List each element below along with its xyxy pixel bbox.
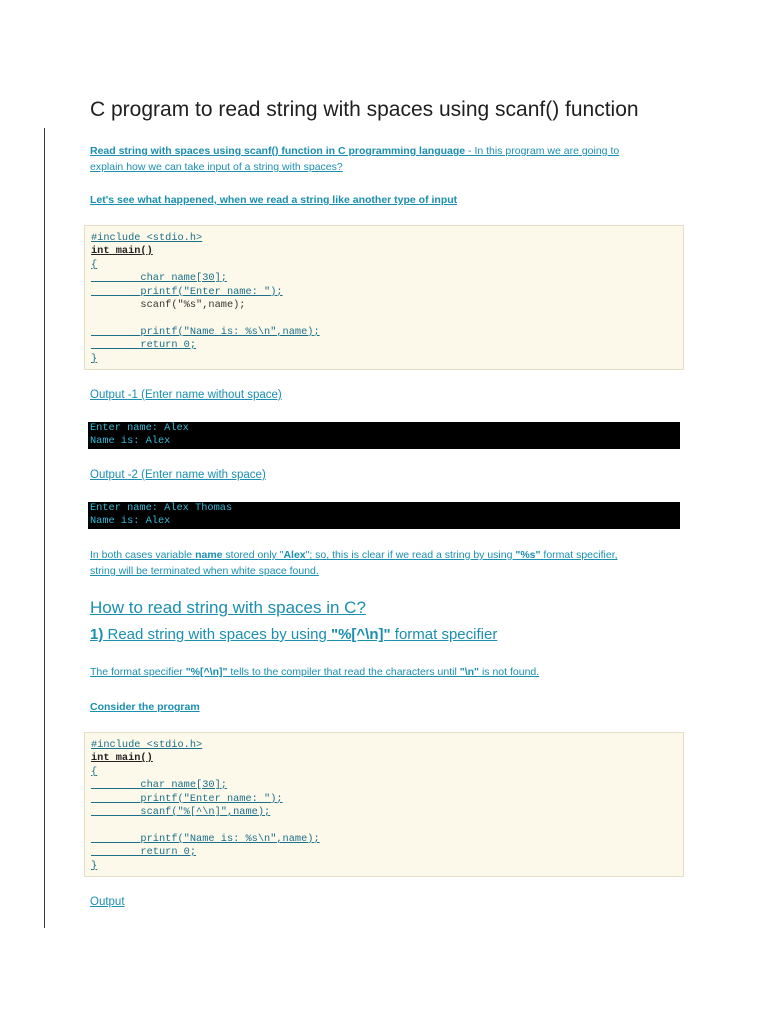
code1-line — [91, 312, 677, 325]
output-label: Output — [90, 896, 125, 908]
subheading — [90, 626, 497, 643]
code2-line: printf("Name is: %s\n",name); — [91, 832, 320, 845]
consider-heading — [90, 699, 200, 715]
text: string will be terminated when white space found. — [90, 565, 319, 577]
subheading-number: 1) — [90, 626, 104, 643]
text: "; so, this is clear if we read a string by using — [305, 549, 516, 561]
code1-line: int main() — [91, 245, 153, 258]
code2-line: printf("Enter name: "); — [91, 792, 283, 805]
terminal-output-1 — [88, 422, 680, 449]
page-margin-line — [44, 128, 45, 928]
consider-text: Consider the program — [90, 701, 200, 713]
output2-label: Output -2 (Enter name with space) — [90, 469, 266, 481]
terminal-line: Enter name: Alex — [90, 422, 189, 434]
code2-line — [91, 819, 677, 832]
code1-line: char name[30]; — [91, 272, 227, 285]
code1-line: return 0; — [91, 339, 197, 352]
code1-line: } — [91, 352, 98, 365]
intro-text-line2: explain how we can take input of a string with spaces? — [90, 161, 343, 173]
format-desc-paragraph — [90, 664, 539, 680]
terminal-line: Name is: Alex — [90, 435, 171, 447]
text: stored only " — [222, 549, 284, 561]
format-spec: "%[^\n]" — [185, 666, 228, 678]
code1-line: printf("Name is: %s\n",name); — [91, 325, 320, 338]
intro-text: - In this program we are going to — [465, 145, 620, 157]
terminal-line: Enter name: Alex Thomas — [90, 502, 233, 514]
terminal-line: Name is: Alex — [90, 515, 171, 527]
code2-line: return 0; — [91, 846, 197, 859]
code1-line: scanf("%s",name); — [91, 298, 246, 311]
code1-line: { — [91, 258, 98, 271]
text: is not found. — [479, 666, 540, 678]
intro-link[interactable]: Read string with spaces using scanf() function in C programming language — [90, 145, 466, 157]
subheading-tail: format specifier — [390, 626, 498, 643]
code1-line: #include <stdio.h> — [91, 232, 203, 244]
lets-see-heading — [90, 192, 457, 208]
code2-line: char name[30]; — [91, 779, 227, 792]
text: tells to the compiler that read the characters until — [227, 666, 460, 678]
var-name: name — [195, 549, 223, 561]
intro-paragraph — [90, 143, 690, 175]
stored-value: Alex — [283, 549, 306, 561]
text: In both cases variable — [90, 549, 196, 561]
terminal-output-2 — [88, 502, 680, 529]
code2-line: } — [91, 859, 98, 872]
code-block-2 — [84, 732, 684, 877]
text: The format specifier — [90, 666, 186, 678]
newline-char: "\n" — [459, 666, 480, 678]
code2-line: { — [91, 765, 98, 778]
section-heading: How to read string with spaces in C? — [90, 598, 366, 617]
code2-line: int main() — [91, 752, 153, 765]
subheading-text: Read string with spaces by using — [103, 626, 331, 643]
code2-line: #include <stdio.h> — [91, 739, 203, 751]
text: format specifier, — [540, 549, 618, 561]
subheading-spec: "%[^\n]" — [330, 626, 391, 643]
format-spec: "%s" — [515, 549, 541, 561]
code-block-1 — [84, 225, 684, 370]
code2-line: scanf("%[^\n]",name); — [91, 805, 271, 818]
page-title: C program to read string with spaces using scanf() function — [90, 98, 639, 121]
output1-label: Output -1 (Enter name without space) — [90, 389, 282, 401]
both-cases-paragraph — [90, 547, 690, 579]
lets-see-text: Let's see what happened, when we read a string like another type of input — [90, 194, 458, 206]
code1-line: printf("Enter name: "); — [91, 285, 283, 298]
